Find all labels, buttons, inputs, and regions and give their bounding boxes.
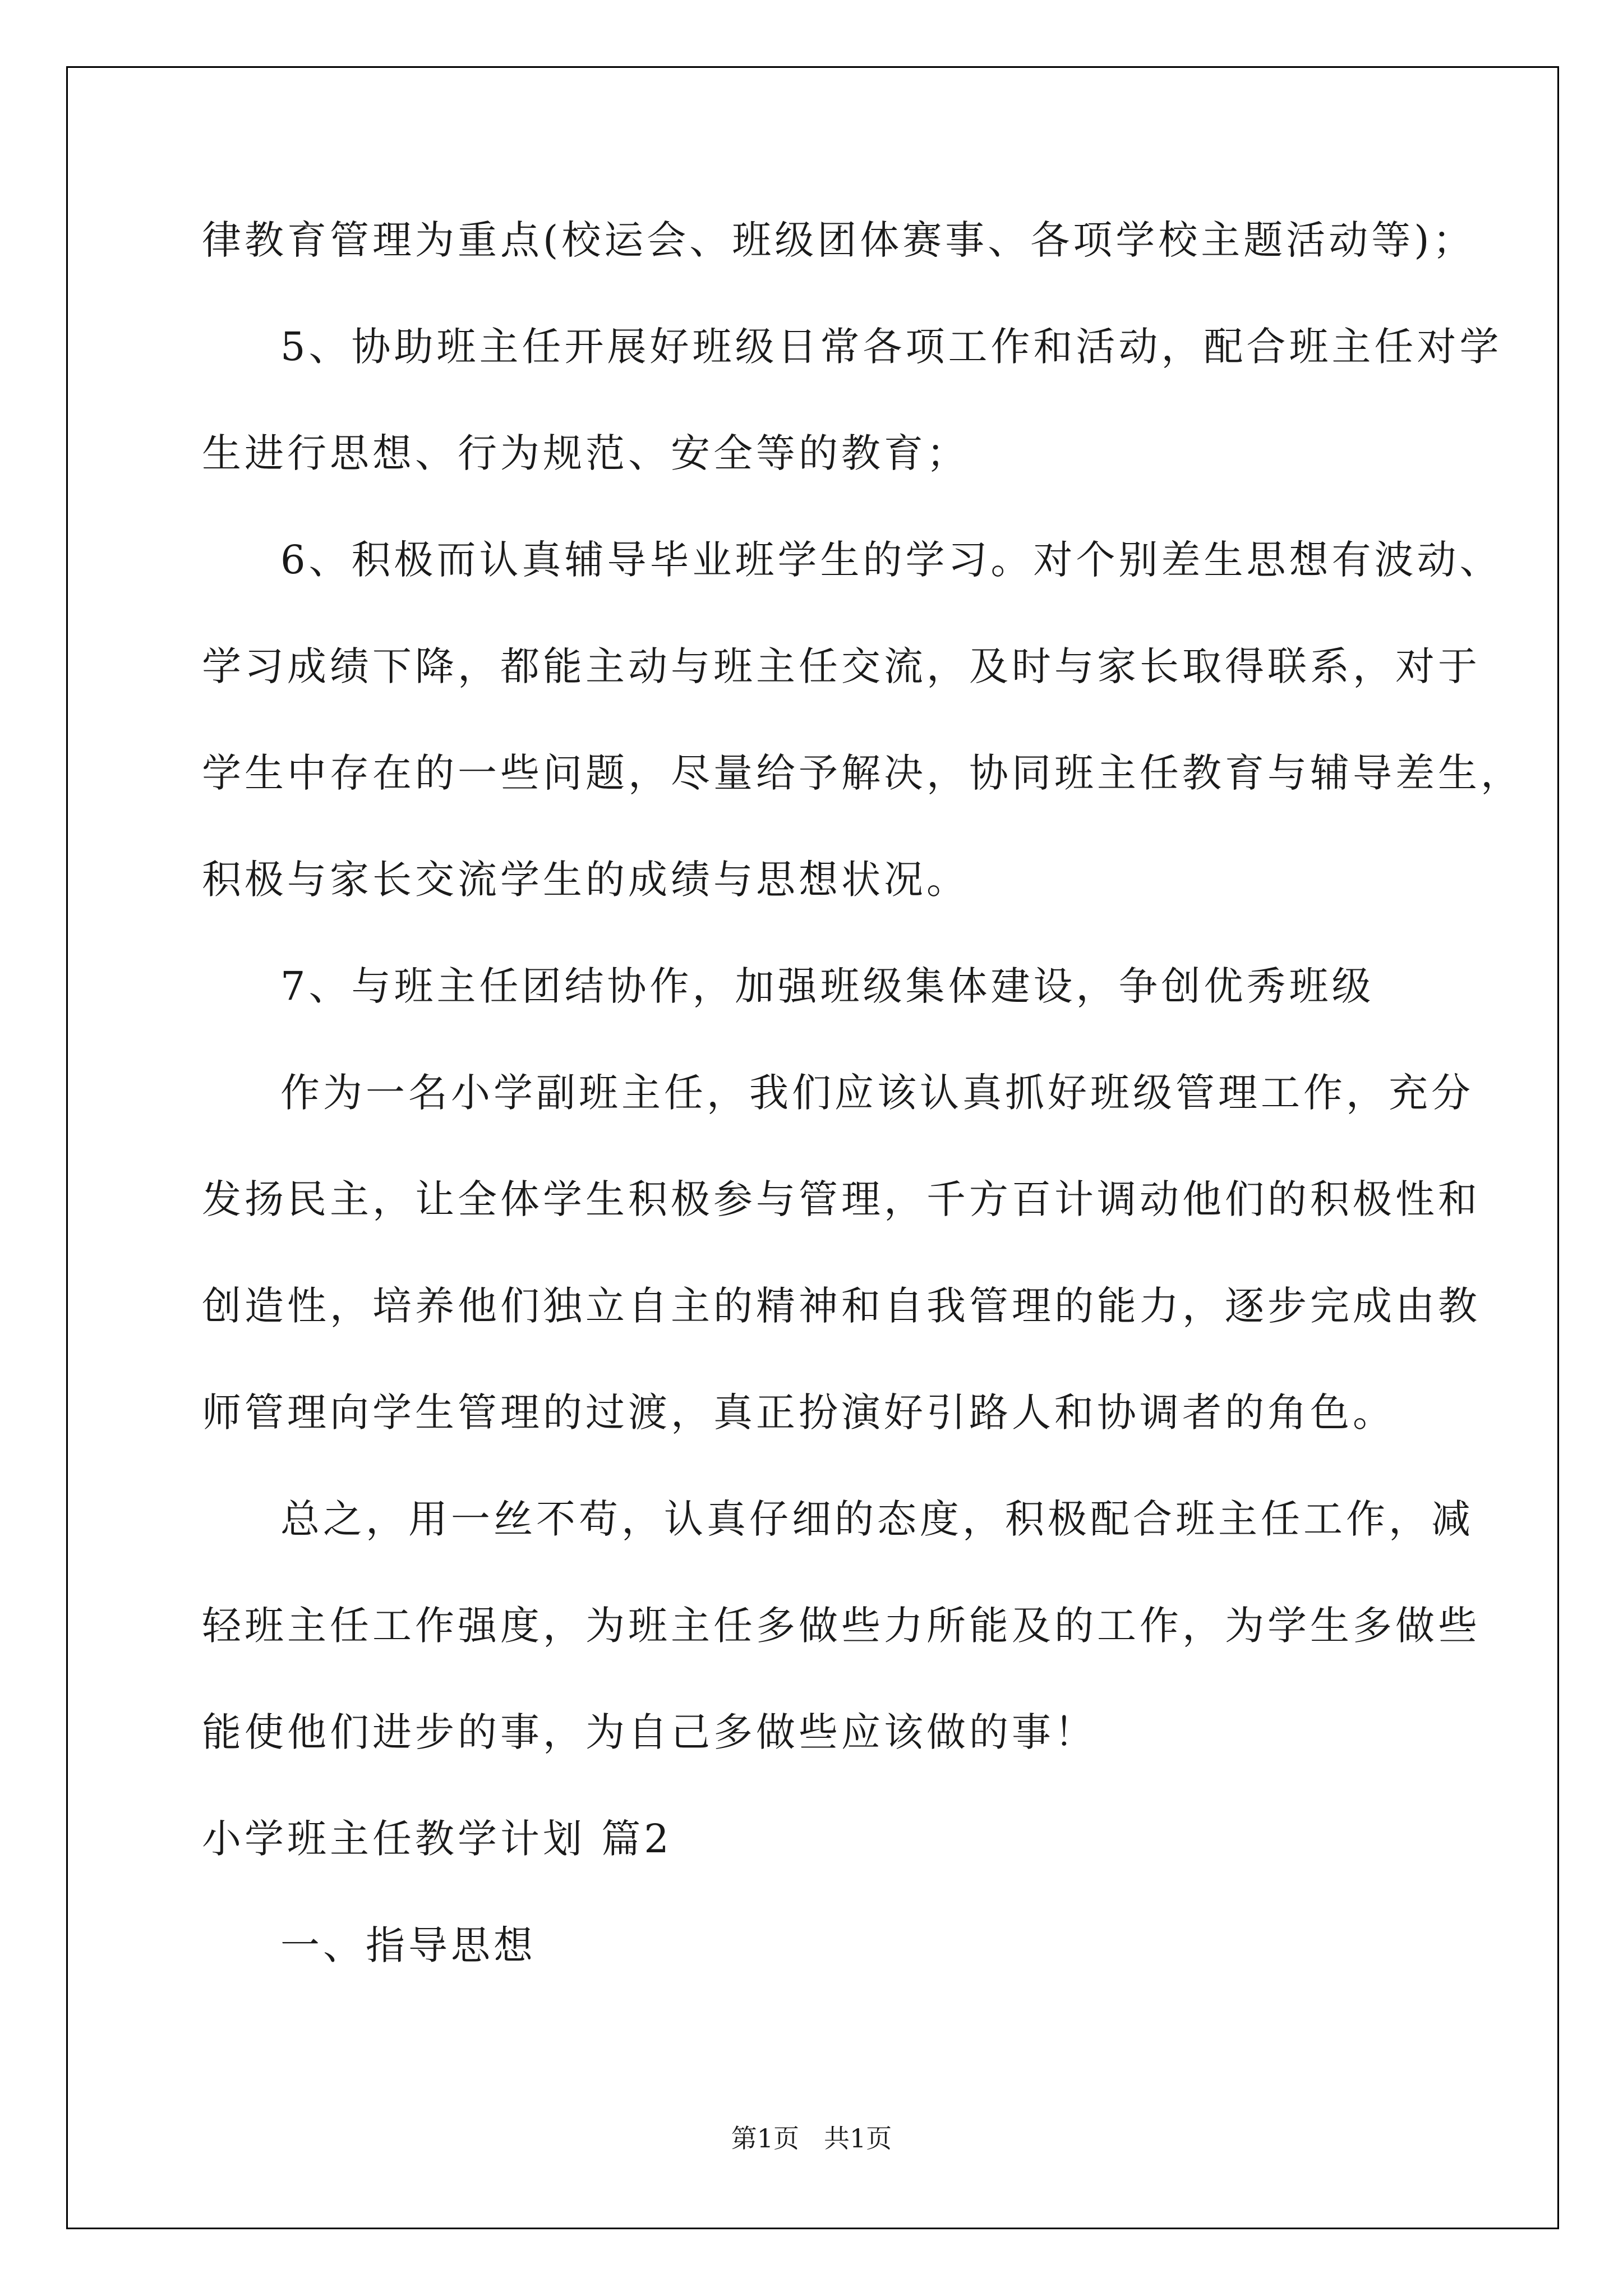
text-line: 7、与班主任团结协作，加强班级集体建设，争创优秀班级 [280,963,1375,1009]
text-line: 律教育管理为重点(校运会、班级团体赛事、各项学校主题活动等)； [202,217,1476,263]
text-line: 师管理向学生管理的过渡，真正扮演好引路人和协调者的角色。 [202,1389,1395,1435]
text-line: 6、积极而认真辅导毕业班学生的学习。对个别差生思想有波动、 [280,537,1502,583]
text-line: 生进行思想、行为规范、安全等的教育； [202,430,969,476]
page-total: 共1页 [823,2123,892,2154]
text-line: 总之，用一丝不苟，认真仔细的态度，积极配合班主任工作，减 [280,1496,1474,1542]
text-line: 能使他们进步的事，为自己多做些应该做的事！ [202,1709,1097,1755]
text-line: 学习成绩下降，都能主动与班主任交流，及时与家长取得联系，对于 [202,643,1481,689]
text-line: 5、协助班主任开展好班级日常各项工作和活动，配合班主任对学 [280,324,1502,370]
text-line: 轻班主任工作强度，为班主任多做些力所能及的工作，为学生多做些 [202,1603,1481,1649]
text-line: 创造性，培养他们独立自主的精神和自我管理的能力，逐步完成由教 [202,1283,1481,1329]
page-footer [0,2122,1623,2155]
subsection-heading: 一、指导思想 [280,1922,536,1968]
page-border [66,66,1559,2229]
text-line: 发扬民主，让全体学生积极参与管理，千方百计调动他们的积极性和 [202,1176,1481,1222]
page-number: 第1页 [731,2123,800,2154]
text-line: 学生中存在的一些问题，尽量给予解决，协同班主任教育与辅导差生， [202,750,1523,796]
text-line: 积极与家长交流学生的成绩与思想状况。 [202,857,969,903]
section-heading: 小学班主任教学计划 篇2 [202,1816,672,1862]
text-line: 作为一名小学副班主任，我们应该认真抓好班级管理工作，充分 [280,1070,1474,1116]
